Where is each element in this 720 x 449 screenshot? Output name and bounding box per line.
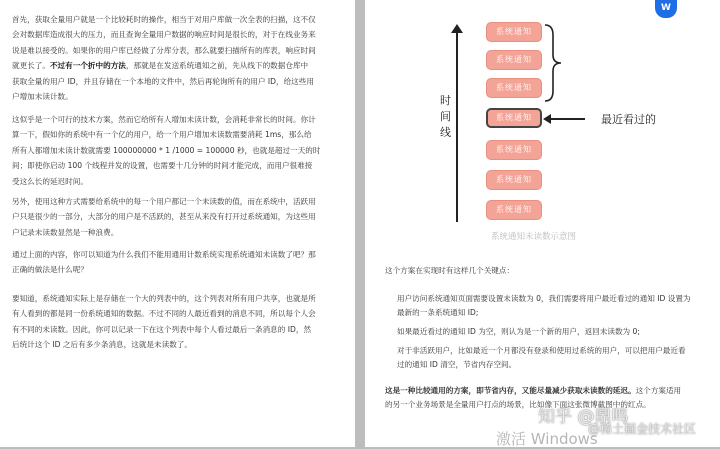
text-line: 有不同的未读数。因此，你可以记录一下在这个列表中每个人看过最后一条消息的 ID，然 [12,324,312,334]
text-line: 通过上面的内容，你可以知道为什么我们不能用通用计数系统实现系统通知未读数了吧？那 [12,250,316,259]
paragraph-2 [12,112,334,189]
paragraph-4 [12,247,334,278]
text-line: 会对数据库造成很大的压力，而且查询全量用户数据的响应时间是很长的，对于在线业务来 [12,30,316,40]
text-line: 获取全量的用户 ID，并且存储在一个本地的文件中，然后再轮询所有的用户 ID，给这些用 [12,76,314,86]
axis-label-char: 线 [440,126,451,139]
intro-text: 这个方案在实现时有这样几个关键点： [385,266,515,275]
notification-box: 系统通知 [486,50,542,70]
text-line: 就更长了。 [12,61,50,71]
paragraph-5 [12,291,334,353]
text-line: 说是难以接受的。如果你的用户库已经做了分库分表，那么就要扫描所有的库表，响应时间 [12,45,316,55]
text-line: 后统计这个 ID 之后有多少条消息，这就是未读数了。 [12,340,192,350]
text-line: 另外，使用这种方式需要给系统中的每一个用户都记一个未读数的值，而在系统中，活跃用 [12,197,316,206]
text-line: 间；即使你启动 100 个线程并发的设置，也需要十几分钟的时间才能完成，而用户很难接 [12,161,313,171]
text-line: 过的通知 ID 清空，节省内存空间。 [397,360,517,369]
text-line: 户记录未读数显然是一种浪费。 [12,227,119,237]
notification-box: 系统通知 [486,200,542,220]
notification-box: 系统通知 [486,22,542,42]
text-line: 这个方案适用 [635,386,682,395]
axis-label-char: 间 [440,110,451,123]
text-line: 要知道，系统通知实际上是存储在一个大的列表中的，这个列表对所有用户共享，也就是所 [12,294,316,303]
zhihu-badge-icon[interactable]: W [655,0,677,18]
text-line: 户增加未读计数。 [12,92,73,102]
diagram-caption: 系统通知未读数示意图 [491,232,577,242]
notification-box-last-read: 系统通知 [486,108,542,128]
text-line: ，那就是在发送系统通知之前，先从线下的数据仓库中 [125,61,309,71]
bold-text: 不过有一个折中的方法 [49,61,126,71]
bullet-1 [397,292,707,320]
notification-box: 系统通知 [486,170,542,190]
text-line: 算一下，假如你的系统中有一个亿的用户，给一个用户增加未读数需要消耗 1ms，那么给 [12,130,312,140]
text-line: 所有人都增加未读计数就需要 100000000 * 1 /1000 = 100000 秒，也就是超过一天的时 [12,145,321,155]
bullet-3 [397,344,707,372]
text-line: 对于非活跃用户，比如最近一个月都没有登录和使用过系统的用户，可以把用户最近看 [397,346,686,355]
notification-box: 系统通知 [486,140,542,160]
text-line: 的另一个业务场景是全量用户打点的场景，比如像下面这张微博截图中的红点。 [385,400,651,409]
text-line: 户只是很少的一部分，大部分的用户是不活跃的，甚至从来没有打开过系统通知，为这些用 [12,212,316,222]
notification-box: 系统通知 [486,78,542,98]
watermark-text: @稀土掘金技术社区 [588,422,697,436]
bold-text: 这是一种比较通用的方案，即节省内存，又能尽量减少获取未读数的延迟。 [385,386,636,395]
timeline-axis [456,30,458,222]
text-line: 最新的一条系统通知 ID; [397,308,479,317]
paragraph-1 [12,12,334,104]
brace-icon [543,23,565,103]
text-line: 有人看到的都是同一份系统通知的数据。不过不同的人最近看到的消息不同，所以每个人会 [12,309,316,319]
pointer-arrow-line [547,118,585,120]
left-page [0,0,355,447]
axis-label-char: 时 [440,94,451,107]
text-line: 受这么长的延迟时间。 [12,176,88,186]
text-line: 首先，获取全量用户就是一个比较耗时的操作，相当于对用户库做一次全表的扫描，这不仅 [12,15,316,24]
text-line: 如果最近看过的通知 ID 为空，则认为是一个新的用户，返回未读数为 0; [397,327,640,336]
text-line: 用户访问系统通知页面需要设置未读数为 0，我们需要将用户最近看过的通知 ID 设置为 [397,294,691,303]
paragraph-3 [12,194,334,240]
right-page [365,0,720,447]
last-read-label: 最近看过的 [601,113,656,126]
text-line: 正确的做法是什么呢？ [12,265,88,275]
activate-windows-text: 激活 Windows [496,430,598,448]
bullet-2 [397,325,707,339]
text-line: 这似乎是一个可行的技术方案，然而它给所有人增加未读计数，会消耗非常长的时间。你计 [12,115,316,124]
watermark-text: 知乎 @鼎鸣 [538,407,629,427]
